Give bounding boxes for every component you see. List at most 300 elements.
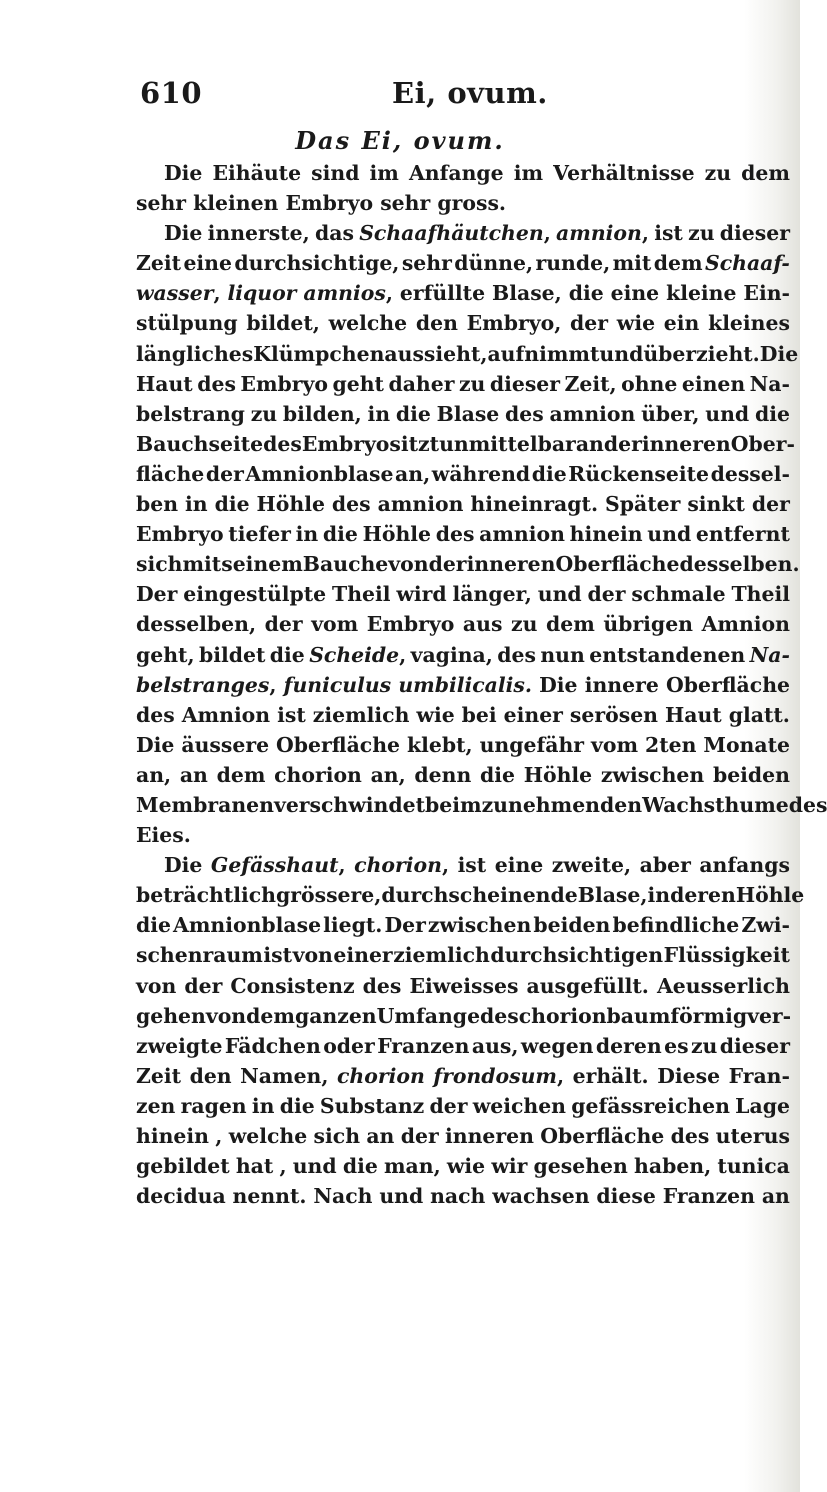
- word: und: [599, 341, 644, 366]
- word: des: [197, 371, 236, 396]
- text-line: [136, 549, 800, 579]
- word: wachsen: [492, 1184, 590, 1209]
- word: ungefähr: [479, 732, 585, 757]
- word: der: [587, 582, 626, 607]
- word: Blase,: [577, 883, 648, 908]
- word: Bauchseite: [136, 431, 264, 456]
- word: Oberfläche: [666, 672, 790, 697]
- word: hat: [235, 1154, 274, 1179]
- word: von: [136, 973, 177, 998]
- word: wird: [396, 582, 447, 607]
- word: beiden: [533, 913, 611, 938]
- word: ist: [457, 853, 487, 878]
- word: ausgefüllt.: [526, 973, 649, 998]
- word: unmittelbar: [439, 431, 576, 456]
- word: zu: [250, 401, 278, 426]
- word: amnios: [303, 281, 386, 306]
- word: des: [331, 492, 371, 517]
- word: ist: [277, 702, 306, 727]
- word: die: [136, 913, 171, 938]
- word: ,: [441, 853, 450, 878]
- word: haben,: [634, 1154, 712, 1179]
- text-line: [136, 308, 790, 338]
- word: baumförmig: [606, 1003, 748, 1028]
- word: grössere,: [276, 883, 382, 908]
- text-line: [136, 399, 790, 429]
- word: Embryo: [366, 612, 455, 637]
- word: Zeit: [136, 1063, 182, 1088]
- word: sich: [136, 552, 183, 577]
- word: bildet: [198, 642, 266, 667]
- word: äussere: [181, 732, 270, 757]
- text-line: [136, 790, 827, 820]
- word: ,: [269, 672, 277, 697]
- word: wie: [416, 702, 455, 727]
- word: Höhle: [362, 522, 432, 547]
- word: von: [388, 552, 429, 577]
- word: den: [415, 311, 458, 336]
- word-group: [359, 218, 551, 248]
- word: Nach: [313, 1184, 373, 1209]
- word: hinein: [136, 1124, 209, 1148]
- word: eine: [183, 251, 232, 276]
- text-line: [136, 278, 790, 308]
- word: zu: [511, 612, 538, 637]
- word: an: [366, 1124, 395, 1148]
- word: des: [362, 973, 402, 998]
- word: erhält.: [572, 1063, 649, 1088]
- word: kleinen: [193, 191, 279, 216]
- word: des: [670, 1124, 710, 1148]
- word: Membranen: [136, 792, 274, 817]
- text-line: [136, 339, 799, 369]
- word: Höhle: [523, 762, 593, 787]
- word-group: [354, 850, 449, 880]
- word: gesehen: [533, 1154, 628, 1179]
- word: Na-: [749, 371, 790, 396]
- word: Haut: [665, 702, 722, 727]
- word: belstrang: [136, 401, 245, 426]
- word: der: [184, 973, 223, 998]
- word: Embryo: [285, 191, 374, 216]
- word: in: [185, 492, 208, 517]
- text-line: [136, 730, 790, 760]
- word: Blase: [436, 401, 500, 426]
- word: deren: [670, 883, 736, 908]
- word: Na-: [749, 642, 790, 667]
- word: Consistenz: [230, 973, 355, 998]
- word: geht,: [136, 642, 195, 667]
- word: im: [513, 161, 544, 185]
- word: Embryo: [301, 431, 390, 456]
- word: dem: [216, 762, 266, 787]
- word: dem: [545, 612, 595, 637]
- text-line: [136, 760, 790, 790]
- text-line: [136, 1031, 790, 1061]
- word: an: [761, 1184, 790, 1209]
- text-line: [136, 1061, 790, 1091]
- text-line: [136, 188, 790, 218]
- word: Der: [384, 913, 426, 938]
- word: aus: [462, 612, 503, 637]
- word: nennt.: [232, 1184, 307, 1209]
- word: tiefer: [228, 522, 291, 547]
- page-number: 610: [140, 76, 203, 110]
- word: ,: [215, 1124, 223, 1148]
- text-line: [136, 880, 805, 910]
- word: chorion: [337, 1063, 425, 1088]
- word-group: [211, 850, 346, 880]
- word: Zeit,: [564, 371, 617, 396]
- word: schenraum: [136, 943, 263, 968]
- word: des: [505, 401, 544, 426]
- word: gefässreichen: [571, 1093, 730, 1118]
- text-line: [136, 1091, 790, 1121]
- text-line: [136, 971, 790, 1001]
- word: denn: [414, 762, 472, 787]
- word: ben: [136, 492, 179, 517]
- word: decidua: [136, 1184, 226, 1209]
- word: serösen: [569, 702, 658, 727]
- word: Embryo: [136, 522, 224, 547]
- word: an: [179, 762, 208, 787]
- word: zweigte: [136, 1033, 223, 1058]
- word: desselben.: [679, 552, 800, 577]
- word: Ober-: [730, 431, 795, 456]
- word: die: [531, 461, 567, 486]
- word: liegt.: [323, 913, 383, 938]
- body-text: [136, 158, 827, 1211]
- word: Schaaf-: [704, 251, 790, 276]
- word: Klümpchen: [253, 341, 385, 366]
- word: und: [379, 1184, 424, 1209]
- text-line: [136, 640, 790, 670]
- word: ,: [385, 281, 393, 306]
- word-group: [303, 278, 393, 308]
- text-line: [136, 820, 790, 850]
- word: Verhältnisse: [553, 161, 695, 185]
- word: des: [435, 522, 475, 547]
- word: Ein-: [743, 281, 790, 306]
- word: geht: [332, 371, 384, 396]
- word: kleines: [708, 311, 790, 336]
- word: Bauche: [302, 552, 389, 577]
- text-line: [136, 940, 790, 970]
- word: über,: [641, 401, 700, 426]
- word: Blase,: [492, 281, 562, 306]
- word: diese: [596, 1184, 656, 1209]
- word: Die: [759, 341, 799, 366]
- word: aufnimmt: [487, 341, 600, 366]
- word: hinein: [569, 522, 643, 547]
- text-line: [136, 519, 790, 549]
- word: Amnion: [181, 702, 271, 727]
- text-line: [136, 218, 790, 248]
- word: man,: [383, 1154, 441, 1179]
- word: die: [269, 642, 305, 667]
- word: stülpung: [136, 311, 238, 336]
- word: einer: [503, 702, 563, 727]
- word: nun: [540, 642, 585, 667]
- word: dieser: [489, 371, 561, 396]
- word: dem: [246, 1003, 295, 1028]
- word: anfangs: [699, 853, 790, 878]
- word: vom: [591, 732, 639, 757]
- word: der: [400, 1124, 439, 1148]
- word: oder: [323, 1033, 375, 1058]
- word: wasser: [136, 281, 214, 306]
- word: inneren: [641, 431, 731, 456]
- word: dem: [741, 161, 790, 185]
- word: desselben,: [136, 612, 257, 637]
- word: Oberfläche: [276, 732, 401, 757]
- word: ganzen: [294, 1003, 377, 1028]
- word: dieser: [719, 221, 790, 246]
- word: wie: [616, 311, 656, 336]
- word: die: [480, 762, 515, 787]
- text-line: [136, 609, 790, 639]
- word: runde,: [535, 251, 611, 276]
- word: ist: [263, 943, 293, 968]
- word: einen: [681, 371, 746, 396]
- word: bei: [461, 702, 497, 727]
- word: sich: [313, 1124, 361, 1148]
- text-line: [136, 429, 795, 459]
- word: ziemlich: [393, 943, 490, 968]
- word: der: [429, 1093, 468, 1118]
- word: aus,: [471, 1033, 519, 1058]
- word: Später: [605, 492, 681, 517]
- word: Flüssigkeit: [663, 943, 790, 968]
- word: wie: [446, 1154, 486, 1179]
- word: Monate: [703, 732, 790, 757]
- word: vom: [311, 612, 359, 637]
- word: Oberfläche: [555, 552, 680, 577]
- word: frondosum: [433, 1063, 557, 1088]
- word-group: [433, 1061, 564, 1091]
- word: an,: [136, 762, 172, 787]
- word: fläche: [136, 461, 205, 486]
- text-line: [136, 850, 790, 880]
- word: Eiweisses: [409, 973, 519, 998]
- word: sehr: [380, 191, 431, 216]
- word: befindliche: [612, 913, 740, 938]
- text-line: [136, 700, 790, 730]
- word: welche: [328, 311, 408, 336]
- word: Embryo: [240, 371, 328, 396]
- word: gebildet: [136, 1154, 230, 1179]
- word: inneren: [445, 1124, 534, 1148]
- word: aussieht,: [384, 341, 488, 366]
- word: ,: [399, 642, 407, 667]
- page-header: [140, 76, 660, 116]
- word: ,: [557, 1063, 565, 1088]
- word: ,: [213, 281, 221, 306]
- word: von: [205, 1003, 247, 1028]
- word: liquor: [227, 281, 297, 306]
- word: in: [295, 522, 319, 547]
- word: zu: [458, 371, 486, 396]
- text-line: [136, 579, 790, 609]
- word: Höhle: [735, 883, 805, 908]
- word: klebt,: [407, 732, 473, 757]
- word: Anfange: [408, 161, 504, 185]
- word: ver-: [747, 1003, 792, 1028]
- word: innerste,: [207, 221, 310, 246]
- word: Oberfläche: [540, 1124, 665, 1148]
- word: Rückenseite: [568, 461, 710, 486]
- word: Gefässhaut: [210, 853, 339, 878]
- word: des: [480, 1003, 519, 1028]
- text-line: [136, 670, 790, 700]
- word: und: [647, 522, 692, 547]
- word: tunica: [717, 1154, 790, 1179]
- word: innere: [584, 672, 659, 697]
- word: Franzen: [377, 1033, 470, 1058]
- word: funiculus: [283, 672, 392, 697]
- word: und: [537, 582, 582, 607]
- word: Scheide: [309, 642, 400, 667]
- word: 2ten: [645, 732, 697, 757]
- word: Amnionblase: [173, 913, 322, 938]
- word: seinem: [221, 552, 303, 577]
- word: übrigen: [603, 612, 693, 637]
- word: Zeit: [136, 251, 182, 276]
- word: Die: [539, 672, 578, 697]
- word: Die: [164, 161, 203, 185]
- word: zunehmenden: [481, 792, 643, 817]
- word: weichen: [472, 1093, 566, 1118]
- word: die: [754, 401, 790, 426]
- word: entfernt: [695, 522, 790, 547]
- word: zweite,: [551, 853, 632, 878]
- word: ragen: [180, 1093, 247, 1118]
- word: in: [251, 1093, 275, 1118]
- word: bildet,: [246, 311, 320, 336]
- word: überzieht.: [643, 341, 760, 366]
- word: Amnionblase: [245, 461, 394, 486]
- word: beiden: [712, 762, 790, 787]
- word: belstranges: [136, 672, 270, 697]
- word: dem: [653, 251, 703, 276]
- text-line: [136, 248, 790, 278]
- word: wir: [491, 1154, 528, 1179]
- word: dessel-: [710, 461, 790, 486]
- word: an,: [395, 461, 431, 486]
- text-line: [136, 910, 790, 940]
- word: glatt.: [728, 702, 790, 727]
- word: ziemlich: [312, 702, 410, 727]
- word: gross.: [437, 191, 507, 216]
- word: im: [369, 161, 399, 185]
- word: chorion: [354, 853, 442, 878]
- word: umbilicalis.: [398, 672, 532, 697]
- word: von: [292, 943, 333, 968]
- word-group: [136, 670, 276, 700]
- word: inneren: [466, 552, 556, 577]
- word-group: [136, 278, 221, 308]
- word: amnion: [377, 492, 464, 517]
- word: Lage: [735, 1093, 790, 1118]
- word: verschwindet: [273, 792, 426, 817]
- text-line: [136, 1001, 790, 1031]
- word: Höhle: [256, 492, 325, 517]
- word: die: [342, 1154, 378, 1179]
- text-line: [136, 158, 790, 188]
- word: amnion: [549, 401, 636, 426]
- word: zen: [136, 1093, 176, 1118]
- text-line: [136, 369, 790, 399]
- word: der: [264, 612, 303, 637]
- text-line: [136, 489, 790, 519]
- word: gehen: [136, 1003, 206, 1028]
- word: die: [279, 1093, 315, 1118]
- word: Theil: [332, 582, 391, 607]
- word: Die: [164, 853, 203, 878]
- word: entstandenen: [589, 642, 746, 667]
- word: Die: [164, 221, 203, 246]
- word: amnion: [556, 221, 642, 246]
- word: durchsichtigen: [490, 943, 664, 968]
- word: an: [575, 431, 604, 456]
- word: den: [189, 1063, 232, 1088]
- word: zu: [688, 221, 715, 246]
- word: wegen: [520, 1033, 594, 1058]
- word: dünne,: [454, 251, 534, 276]
- word: sinkt: [687, 492, 745, 517]
- word: des: [497, 642, 536, 667]
- word: Haut: [136, 371, 193, 396]
- word: eine: [494, 853, 544, 878]
- word: Fran-: [728, 1063, 790, 1088]
- word: mit: [182, 552, 222, 577]
- word: der: [603, 431, 642, 456]
- word: Namen,: [240, 1063, 329, 1088]
- word: sind: [311, 161, 360, 185]
- word: und: [292, 1154, 337, 1179]
- word: die: [395, 401, 431, 426]
- word: der: [570, 311, 609, 336]
- word: zu: [690, 1033, 718, 1058]
- word: der: [205, 461, 244, 486]
- word: die: [214, 492, 250, 517]
- word: beim: [425, 792, 482, 817]
- word: schmale: [631, 582, 726, 607]
- word: Eies.: [136, 823, 191, 848]
- word: durchscheinende: [381, 883, 578, 908]
- text-line: [136, 1121, 790, 1151]
- word: des: [136, 702, 175, 727]
- word: deren: [595, 1033, 662, 1058]
- word: des: [788, 792, 827, 817]
- text-line: [136, 459, 790, 489]
- word: bilden,: [282, 401, 362, 426]
- word: mit: [612, 251, 652, 276]
- word: einer: [333, 943, 393, 968]
- word: sehr: [401, 251, 452, 276]
- word: Die: [136, 732, 175, 757]
- word: Diese: [657, 1063, 721, 1088]
- word: ,: [279, 1154, 287, 1179]
- word: ,: [543, 221, 551, 246]
- word: Theil: [731, 582, 790, 607]
- word: der: [428, 552, 467, 577]
- word: beträchtlich: [136, 883, 276, 908]
- word: chorion: [518, 1003, 607, 1028]
- word: der: [751, 492, 790, 517]
- word: während: [431, 461, 531, 486]
- word: Schaafhäutchen: [359, 221, 544, 246]
